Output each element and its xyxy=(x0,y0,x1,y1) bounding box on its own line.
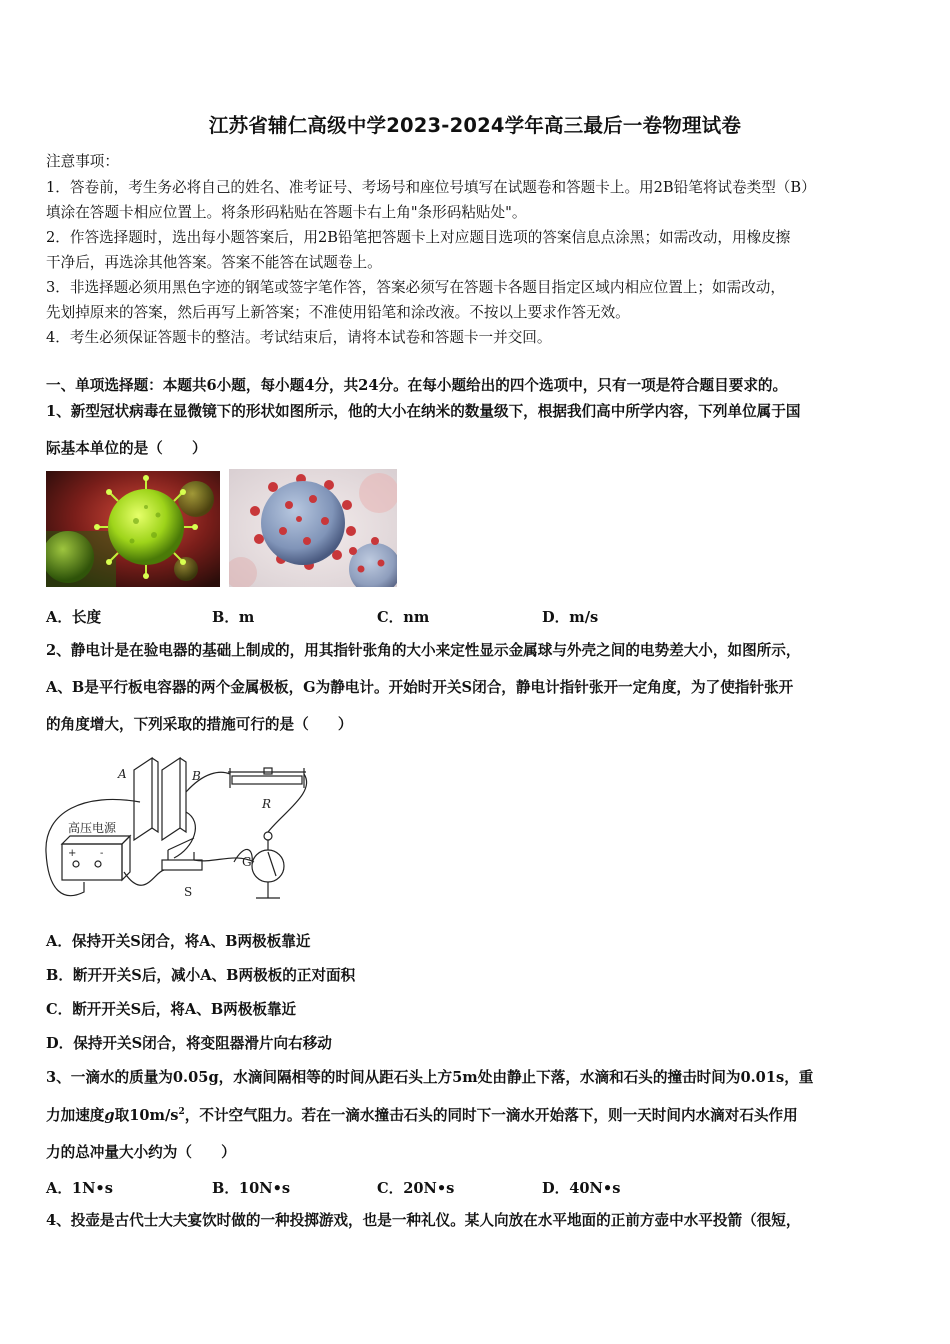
minus-sign: - xyxy=(100,848,104,859)
question-1-options xyxy=(46,606,916,626)
question-2-option-d[interactable]: D．保持开关S闭合，将变阻器滑片向右移动 xyxy=(46,1035,332,1052)
notice-line: 4．考生必须保证答题卡的整洁。考试结束后，请将本试卷和答题卡一并交回。 xyxy=(46,329,552,346)
q3-g-symbol: g xyxy=(104,1107,115,1124)
virus-image-green xyxy=(46,471,220,587)
section-heading: 一、单项选择题：本题共6小题，每小题4分，共24分。在每小题给出的四个选项中，只有一项是符合题目要求的。 xyxy=(46,377,788,394)
question-2-text: A、B是平行板电容器的两个金属极板，G为静电计。开始时开关S闭合，静电计指针张开一定角度，为了使指针张开 xyxy=(46,679,794,696)
question-2-text: 的角度增大，下列采取的措施可行的是（ ） xyxy=(46,716,353,733)
notice-line: 先划掉原来的答案，然后再写上新答案；不准使用铅笔和涂改液。不按以上要求作答无效。 xyxy=(46,304,630,321)
option-a[interactable]: A．1N•s xyxy=(46,1180,113,1197)
page-title: 江苏省辅仁高级中学2023-2024学年高三最后一卷物理试卷 xyxy=(208,114,742,137)
switch-label: S xyxy=(184,885,193,899)
question-2-text: 2、静电计是在验电器的基础上制成的，用其指针张角的大小来定性显示金属球与外壳之间的电势差大小，如图所示， xyxy=(46,642,801,659)
power-source-label: 高压电源 xyxy=(68,821,117,835)
option-d[interactable]: D．40N•s xyxy=(542,1180,621,1197)
notice-line: 3．非选择题必须用黑色字迹的钢笔或签字笔作答，答案必须写在答题卡各题目指定区域内相应位置上；如需改动， xyxy=(46,279,785,296)
option-c[interactable]: C．nm xyxy=(377,609,430,626)
question-3-text: 力的总冲量大小约为（ ） xyxy=(46,1144,236,1161)
q3-text-c: ，不计空气阻力。若在一滴水撞击石头的同时下一滴水开始落下，则一天时间内水滴对石头作用 xyxy=(184,1107,798,1124)
question-3-text: 3、一滴水的质量为0.05g，水滴间隔相等的时间从距石头上方5m处由静止下落，水滴和石头的撞击时间为0.01s，重 xyxy=(46,1069,814,1086)
q3-text-a: 力加速度 xyxy=(46,1107,105,1124)
option-d[interactable]: D．m/s xyxy=(542,609,599,626)
question-1-text: 1、新型冠状病毒在显微镜下的形状如图所示，他的大小在纳米的数量级下，根据我们高中所学内容，下列单位属于国 xyxy=(46,403,801,420)
plate-b-label: B xyxy=(192,769,201,783)
option-a[interactable]: A．长度 xyxy=(46,609,102,626)
option-b[interactable]: B．m xyxy=(212,609,255,626)
electroscope-label: G xyxy=(242,855,252,869)
question-1-text: 际基本单位的是（ ） xyxy=(46,440,207,457)
plus-sign: + xyxy=(68,848,77,859)
question-4-text: 4、投壶是古代士大夫宴饮时做的一种投掷游戏，也是一种礼仪。某人向放在水平地面的正前方壶中水平投箭（很短， xyxy=(46,1212,801,1229)
notice-line: 干净后，再选涂其他答案。答案不能答在试题卷上。 xyxy=(46,254,382,271)
option-b[interactable]: B．10N•s xyxy=(212,1180,291,1197)
circuit-diagram xyxy=(44,752,316,912)
option-c[interactable]: C．20N•s xyxy=(377,1180,455,1197)
notice-heading: 注意事项： xyxy=(46,153,119,170)
q3-text-b: 取10m/s xyxy=(114,1107,179,1124)
rheostat-label: R xyxy=(262,797,272,811)
question-2-option-c[interactable]: C．断开开关S后，将A、B两极板靠近 xyxy=(46,1001,297,1018)
question-3-options xyxy=(46,1177,916,1197)
notice-line: 填涂在答题卡相应位置上。将条形码粘贴在答题卡右上角"条形码粘贴处"。 xyxy=(46,204,527,221)
notice-line: 2．作答选择题时，选出每小题答案后，用2B铅笔把答题卡上对应题目选项的答案信息点涂黑；如需改动，用橡皮擦 xyxy=(46,229,791,246)
notice-line: 1．答卷前，考生务必将自己的姓名、准考证号、考场号和座位号填写在试题卷和答题卡上。用2B铅笔将试卷类型（B） xyxy=(46,179,816,196)
virus-image-red xyxy=(229,469,397,587)
plate-a-label: A xyxy=(118,767,127,781)
question-2-option-b[interactable]: B．断开开关S后，减小A、B两极板的正对面积 xyxy=(46,967,356,984)
question-2-option-a[interactable]: A．保持开关S闭合，将A、B两极板靠近 xyxy=(46,933,311,950)
question-3-text xyxy=(46,1106,916,1126)
q3-exponent: 2 xyxy=(178,1107,185,1118)
